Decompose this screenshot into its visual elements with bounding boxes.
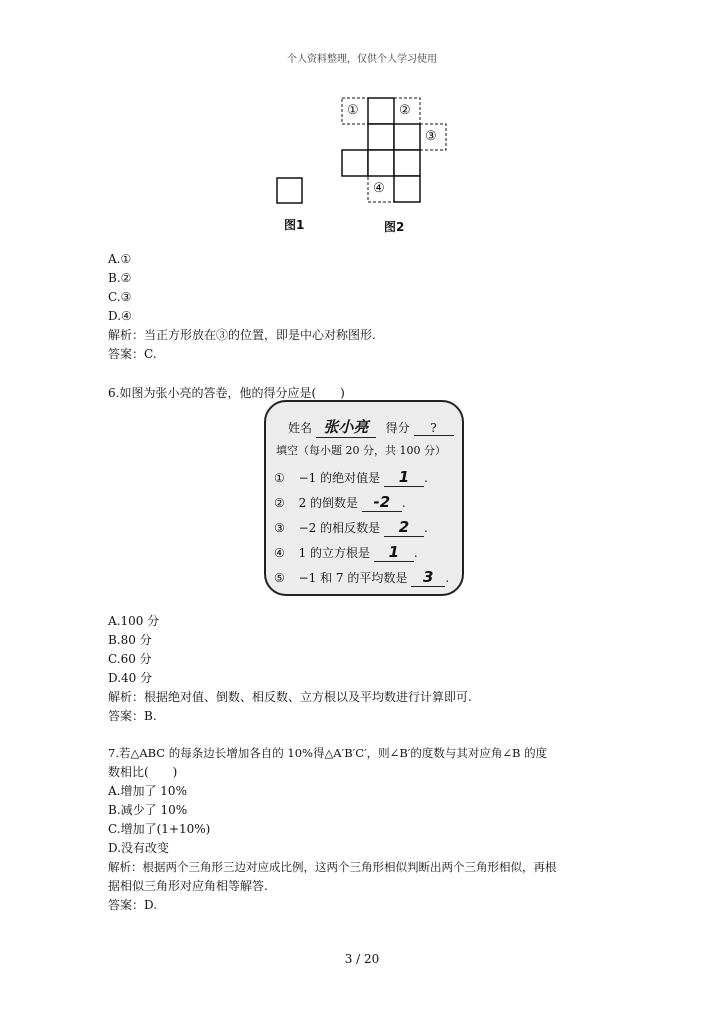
grid-marker-2: ② (399, 103, 411, 118)
card-name-value: 张小亮 (316, 416, 376, 438)
card-item-answer: 1 (374, 543, 414, 562)
card-item-num: ③ (274, 521, 285, 535)
figure-1-caption: 图1 (284, 218, 305, 232)
q6-option-b: B.80 分 (108, 633, 152, 647)
card-instructions: 填空（每小题 20 分，共 100 分） (276, 444, 446, 457)
q7-option-b: B.减少了 10% (108, 803, 188, 817)
card-item-2: ② 2 的倒数是 -2 . (274, 493, 406, 511)
card-item-num: ① (274, 471, 285, 485)
q6-answer: 答案：B. (108, 709, 157, 723)
card-item-text: −2 的相反数是 (298, 521, 381, 535)
q5-option-a: A.① (108, 252, 132, 266)
card-item-text: −1 和 7 的平均数是 (298, 571, 408, 585)
q5-option-d: D.④ (108, 309, 132, 323)
q5-option-b: B.② (108, 271, 132, 285)
q5-option-c: C.③ (108, 290, 132, 304)
q7-analysis-line-1: 解析：根据两个三角形三边对应成比例，这两个三角形相似判断出两个三角形相似，再根 (108, 860, 557, 874)
q7-option-d: D.没有改变 (108, 841, 170, 855)
card-item-text: 1 的立方根是 (298, 546, 371, 560)
q5-analysis: 解析：当正方形放在③的位置，即是中心对称图形. (108, 328, 376, 342)
card-score-value: ? (414, 421, 454, 436)
q6-analysis: 解析：根据绝对值、倒数、相反数、立方根以及平均数进行计算即可. (108, 690, 472, 704)
card-item-text: −1 的绝对值是 (298, 471, 381, 485)
grid-marker-3: ③ (425, 129, 437, 144)
answer-sheet-card (264, 400, 464, 596)
card-item-answer: 3 (411, 568, 445, 587)
grid-marker-1: ① (347, 103, 359, 118)
figure-2-caption: 图2 (384, 220, 405, 234)
card-item-4: ④ 1 的立方根是 1 . (274, 543, 418, 561)
q7-analysis-line-2: 据相似三角形对应角相等解答. (108, 879, 268, 893)
card-item-num: ⑤ (274, 571, 285, 585)
card-name-label: 姓名 (288, 421, 313, 435)
q6-option-a: A.100 分 (108, 614, 160, 628)
grid-marker-4: ④ (373, 181, 385, 196)
q6-option-c: C.60 分 (108, 652, 152, 666)
page-number: 3 / 20 (344, 952, 380, 966)
card-item-text: 2 的倒数是 (298, 496, 359, 510)
q6-option-d: D.40 分 (108, 671, 153, 685)
q7-option-a: A.增加了 10% (108, 784, 187, 798)
card-item-3: ③ −2 的相反数是 2 . (274, 518, 428, 536)
q7-question-line-1: 7.若△ABC 的每条边长增加各自的 10%得△A′B′C′，则∠B′的度数与其对应角∠B 的度 (108, 746, 548, 760)
page-header: 个人资料整理，仅供个人学习使用 (287, 54, 437, 65)
card-item-5: ⑤ −1 和 7 的平均数是 3 . (274, 568, 450, 586)
card-item-1: ① −1 的绝对值是 1 . (274, 468, 428, 486)
q7-option-c: C.增加了(1+10%) (108, 822, 211, 836)
q6-question: 6.如图为张小亮的答卷，他的得分应是( ) (108, 386, 345, 400)
card-item-answer: 2 (384, 518, 424, 537)
card-score-label: 得分 (385, 421, 410, 435)
card-item-num: ④ (274, 546, 285, 560)
q7-answer: 答案：D. (108, 898, 158, 912)
q5-answer: 答案：C. (108, 347, 157, 361)
card-item-answer: 1 (384, 468, 424, 487)
figure-1-square (276, 176, 304, 206)
card-item-answer: -2 (362, 493, 402, 512)
card-item-num: ② (274, 496, 285, 510)
q7-question-line-2: 数相比( ) (108, 765, 178, 779)
card-name-row (288, 416, 484, 438)
